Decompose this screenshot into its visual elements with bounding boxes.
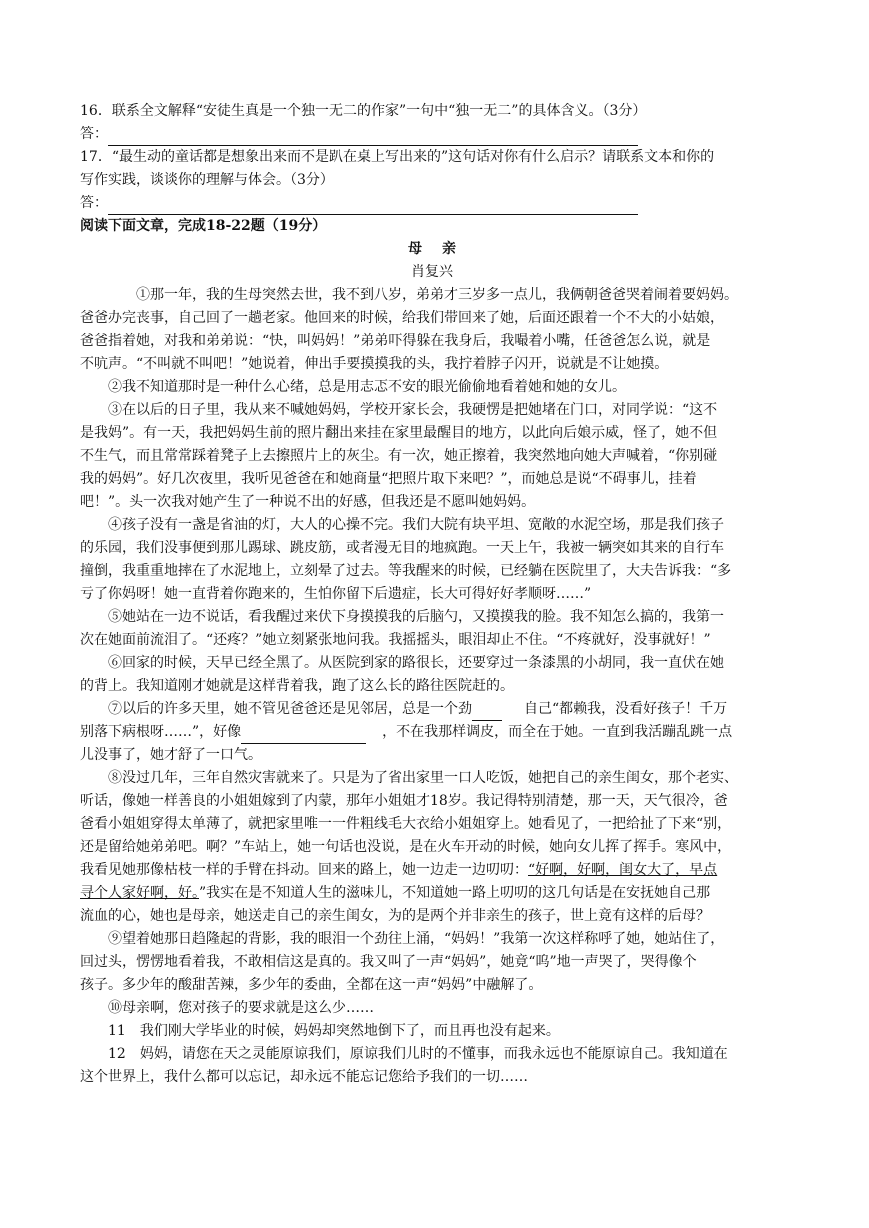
paragraph-line: 儿没事了，她才舒了一口气。 bbox=[80, 747, 262, 763]
paragraph-line: 吧！”。头一次我对她产生了一种说不出的好感，但我还是不愿叫她妈妈。 bbox=[80, 494, 536, 510]
paragraph-line: ⑤她站在一边不说话，看我醒过来伏下身摸摸我的后脑勺，又摸摸我的脸。我不知怎么搞的，我第一 bbox=[108, 609, 724, 625]
paragraph-line: 听话，像她一样善良的小姐姐嫁到了内蒙，那年小姐姐才18岁。我记得特别清楚，那一天，天气很冷，爸 bbox=[80, 793, 728, 809]
question-16: 16．联系全文解释“安徒生真是一个独一无二的作家”一句中“独一无二”的具体含义。（3分） bbox=[80, 103, 647, 119]
question-17-line-1: 17．“最生动的童话都是想象出来而不是趴在桌上写出来的”这句话对你有什么启示？请联系文本和你的 bbox=[80, 149, 715, 165]
paragraph-line: 我的妈妈”。好几次夜里，我听见爸爸在和她商量“把照片取下来吧？”，而她总是说“不碍事儿，挂着 bbox=[80, 471, 697, 487]
article-author: 肖复兴 bbox=[411, 264, 453, 280]
paragraph-line: 亏了你妈呀！她一直背着你跑来的，生怕你留下后遗症，长大可得好好孝顺呀……” bbox=[80, 586, 592, 602]
paragraph-line: 还是留给她弟弟吧。啊？”车站上，她一句话也没说，是在火车开动的时候，她向女儿挥了挥手。寒风中， bbox=[80, 839, 732, 855]
paragraph-line: ⑥回家的时候，天早已经全黑了。从医院到家的路很长，还要穿过一条漆黑的小胡同，我一直伏在她 bbox=[108, 655, 724, 671]
document-page bbox=[80, 100, 784, 1089]
answer-line-16[interactable] bbox=[108, 128, 638, 146]
paragraph-line: 次在她面前流泪了。“还疼？”她立刻紧张地问我。我摇摇头，眼泪却止不住。“不疼就好，没事就好！” bbox=[80, 632, 711, 648]
paragraph-line: 回过头，愣愣地看着我，不敢相信这是真的。我又叫了一声“妈妈”，她竟“呜”地一声哭了，哭得像个 bbox=[80, 954, 697, 970]
answer-label: 答： bbox=[80, 195, 108, 211]
paragraph-line: ⑦以后的许多天里，她不管见爸爸还是见邻居，总是一个劲 自己“都赖我，没看好孩子！千万 bbox=[80, 698, 784, 721]
underlined-quote: 寻个人家好啊，好。 bbox=[80, 885, 199, 901]
answer-label: 答： bbox=[80, 126, 108, 142]
paragraph-line: 不吭声。“不叫就不叫吧！”她说着，伸出手要摸摸我的头，我拧着脖子闪开，说就是不让她摸。 bbox=[80, 356, 669, 372]
paragraph-line: 不生气，而且常常踩着凳子上去擦照片上的灰尘。有一次，她正擦着，我突然地向她大声喊着，“你别碰 bbox=[80, 448, 718, 464]
paragraph-line: ①那一年，我的生母突然去世，我不到八岁，弟弟才三岁多一点儿，我俩朝爸爸哭着闹着要妈妈。 bbox=[136, 287, 738, 303]
fill-blank-2[interactable] bbox=[241, 726, 366, 744]
paragraph-line: ②我不知道那时是一种什么心绪，总是用志忑不安的眼光偷偷地看着她和她的女儿。 bbox=[108, 379, 626, 395]
paragraph-line: ③在以后的日子里，我从来不喊她妈妈，学校开家长会，我硬愣是把她堵在门口，对同学说：“这不 bbox=[108, 402, 718, 418]
article-title: 母亲 bbox=[408, 241, 476, 257]
paragraph-line: 孩子。多少年的酸甜苦辣，多少年的委曲，全都在这一声“妈妈”中融解了。 bbox=[80, 977, 543, 993]
question-17-line-2: 写作实践，谈谈你的理解与体会。（3分） bbox=[80, 172, 334, 188]
paragraph-line: 别落下病根呀……”，好像 ，不在我那样调皮，而全在于她。一直到我活蹦乱跳一点 bbox=[80, 721, 784, 744]
paragraph-line: 这个世界上，我什么都可以忘记，却永远不能忘记您给予我们的一切…… bbox=[80, 1069, 528, 1085]
underlined-quote: “好啊，好啊，闺女大了，早点 bbox=[528, 862, 718, 878]
paragraph-line: 爸看小姐姐穿得太单薄了，就把家里唯一一件粗线毛大衣给小姐姐穿上。她看见了，一把给扯了下来“别， bbox=[80, 816, 732, 832]
paragraph-line: 爸爸指着她，对我和弟弟说：“快，叫妈妈！”弟弟吓得躲在我身后，我嘬着小嘴，任爸爸怎么说，就是 bbox=[80, 333, 711, 349]
paragraph-line: 的乐园，我们没事便到那儿踢球、跳皮筋，或者漫无目的地疯跑。一天上午，我被一辆突如其来的自行车 bbox=[80, 540, 724, 556]
fill-blank-1[interactable] bbox=[472, 703, 502, 721]
paragraph-line: 我看见她那像枯枝一样的手臂在抖动。回来的路上，她一边走一边叨叨：“好啊，好啊，闺女大了，早点 bbox=[80, 862, 718, 878]
paragraph-line: ⑨望着她那日趋隆起的背影，我的眼泪一个劲往上涌，“妈妈！”我第一次这样称呼了她，她站住了， bbox=[108, 931, 725, 947]
paragraph-line: 寻个人家好啊，好。”我实在是不知道人生的滋味儿，不知道她一路上叨叨的这几句话是在安抚她自己那 bbox=[80, 885, 711, 901]
paragraph-line: 11 我们刚大学毕业的时候，妈妈却突然地倒下了，而且再也没有起来。 bbox=[108, 1023, 560, 1039]
paragraph-line: 12 妈妈，请您在天之灵能原谅我们，原谅我们儿时的不懂事，而我永远也不能原谅自己。我知道在 bbox=[108, 1046, 728, 1062]
answer-row-16 bbox=[80, 123, 784, 146]
paragraph-line: 是我妈”。有一天，我把妈妈生前的照片翻出来挂在家里最醒目的地方，以此向后娘示威，怪了，她不但 bbox=[80, 425, 718, 441]
paragraph-line: ⑧没过几年，三年自然灾害就来了。只是为了省出家里一口人吃饭，她把自己的亲生闺女，那个老实、 bbox=[108, 770, 738, 786]
section-heading: 阅读下面文章，完成18-22题（19分） bbox=[80, 218, 327, 234]
paragraph-line: 撞倒，我重重地摔在了水泥地上，立刻晕了过去。等我醒来的时候，已经躺在医院里了，大夫告诉我：“多 bbox=[80, 563, 732, 579]
answer-line-17[interactable] bbox=[108, 197, 638, 215]
paragraph-line: ⑩母亲啊，您对孩子的要求就是这么少…… bbox=[108, 1000, 374, 1016]
paragraph-line: 流血的心，她也是母亲，她送走自己的亲生闺女，为的是两个并非亲生的孩子，世上竟有这样的后母？ bbox=[80, 908, 710, 924]
paragraph-line: 的背上。我知道刚才她就是这样背着我，跑了这么长的路往医院赶的。 bbox=[80, 678, 514, 694]
paragraph-line: 爸爸办完丧事，自己回了一趟老家。他回来的时候，给我们带回来了她，后面还跟着一个不大的小姑娘， bbox=[80, 310, 724, 326]
answer-row-17 bbox=[80, 192, 784, 215]
paragraph-line: ④孩子没有一盏是省油的灯，大人的心操不完。我们大院有块平坦、宽敞的水泥空场，那是我们孩子 bbox=[108, 517, 724, 533]
